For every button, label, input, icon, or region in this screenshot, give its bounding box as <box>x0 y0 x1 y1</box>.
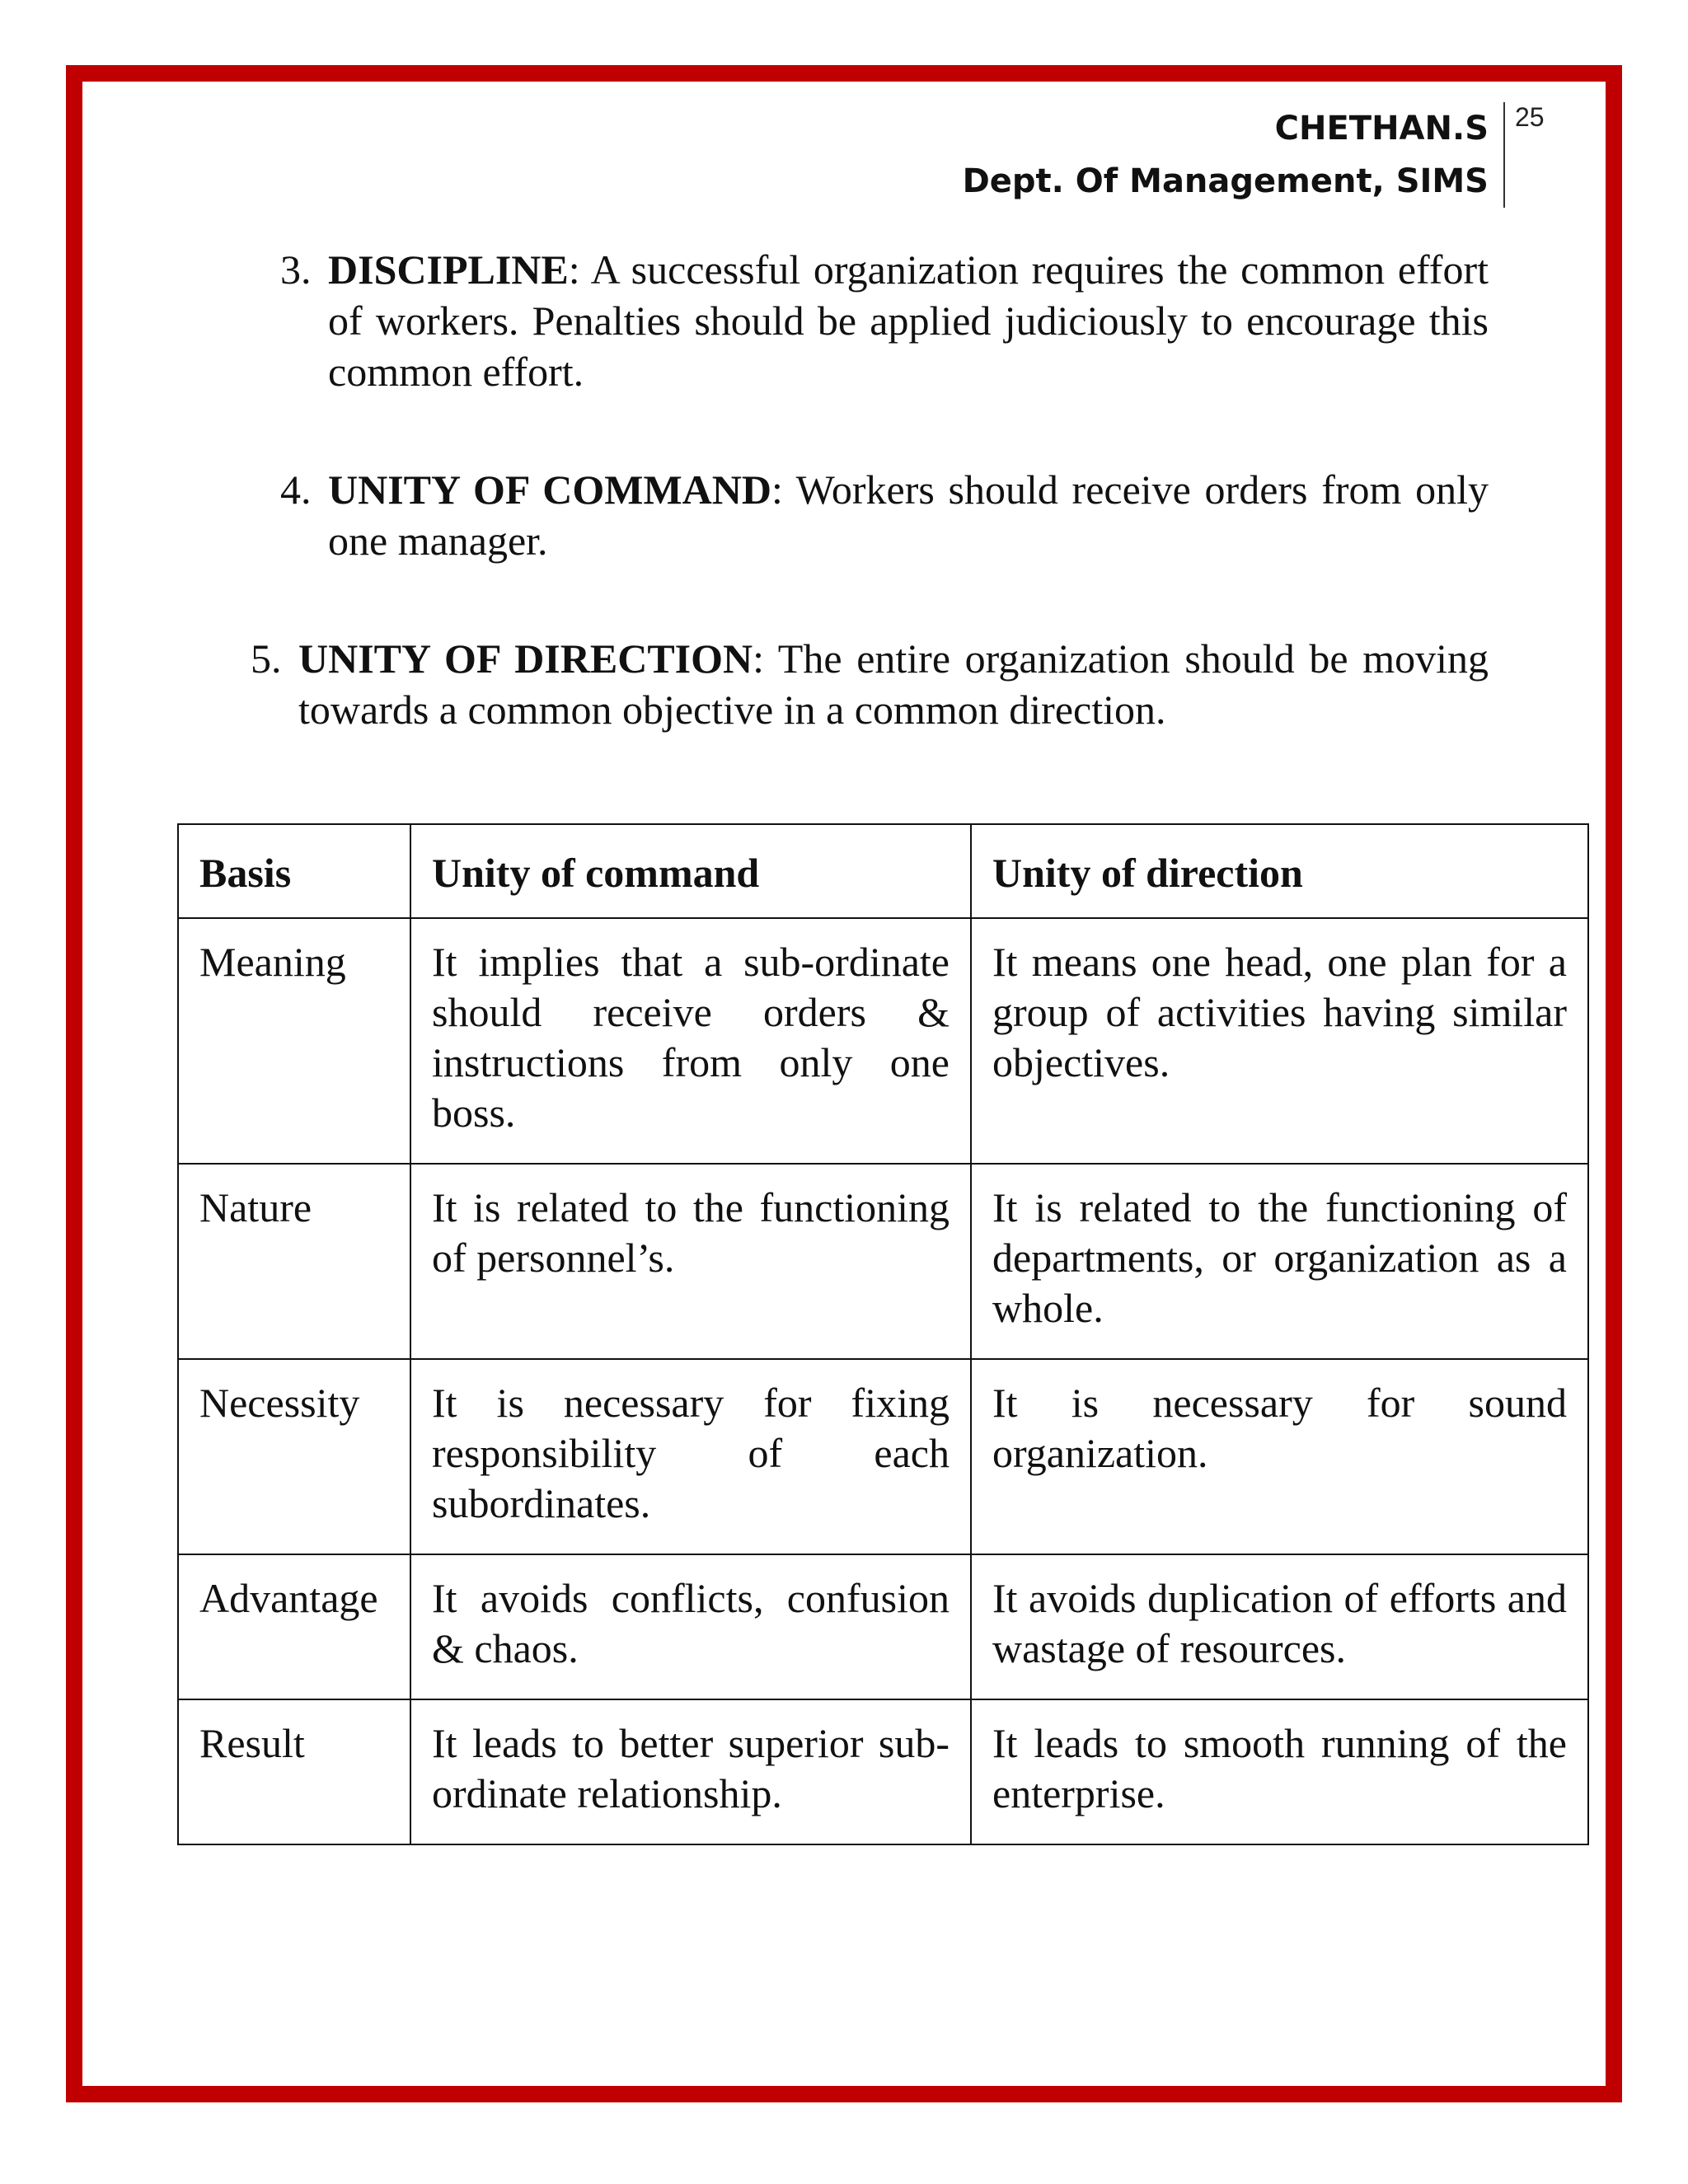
cell-direction: It means one head, one plan for a group of activities having similar objectives. <box>971 918 1588 1164</box>
point-term: UNITY OF COMMAND <box>328 466 771 513</box>
table-header-row <box>178 824 1588 918</box>
cell-direction: It leads to smooth running of the enterprise. <box>971 1699 1588 1844</box>
cell-direction: It avoids duplication of efforts and wastage of resources. <box>971 1554 1588 1699</box>
cell-basis: Result <box>178 1699 410 1844</box>
point-number: 3. <box>280 246 312 293</box>
header-unity-of-direction: Unity of direction <box>971 824 1588 918</box>
cell-command: It implies that a sub-ordinate should receive orders & instructions from only one boss. <box>410 918 971 1164</box>
cell-command: It leads to better superior sub-ordinate relationship. <box>410 1699 971 1844</box>
cell-command: It is necessary for fixing responsibility of each subordinates. <box>410 1359 971 1554</box>
page-number: 25 <box>1515 102 1545 132</box>
cell-basis: Nature <box>178 1164 410 1359</box>
point-term: UNITY OF DIRECTION <box>298 635 753 682</box>
author-name: CHETHAN.S <box>1274 110 1489 148</box>
cell-command: It is related to the functioning of personnel’s. <box>410 1164 971 1359</box>
table-row <box>178 1554 1588 1699</box>
point-number: 5. <box>251 635 282 682</box>
department-name: Dept. Of Management, SIMS <box>962 162 1489 200</box>
cell-command: It avoids conflicts, confusion & chaos. <box>410 1554 971 1699</box>
cell-direction: It is necessary for sound organization. <box>971 1359 1588 1554</box>
table-row <box>178 1359 1588 1554</box>
point-text: : A successful organization requires the common effort of workers. Penalties should be applied judiciously to encourage this common effort. <box>328 246 1489 395</box>
cell-direction: It is related to the functioning of departments, or organization as a whole. <box>971 1164 1588 1359</box>
point-number: 4. <box>280 466 312 513</box>
cell-basis: Advantage <box>178 1554 410 1699</box>
cell-basis: Meaning <box>178 918 410 1164</box>
point-unity-of-command <box>280 464 1489 566</box>
table-row <box>178 1699 1588 1844</box>
page-header <box>963 102 1505 208</box>
header-unity-of-command: Unity of command <box>410 824 971 918</box>
point-discipline <box>280 244 1489 397</box>
point-term: DISCIPLINE <box>328 246 569 293</box>
comparison-table <box>177 823 1589 1845</box>
cell-basis: Necessity <box>178 1359 410 1554</box>
point-text: : The entire organization should be moving towards a common objective in a common direction. <box>298 635 1489 733</box>
point-unity-of-direction <box>251 633 1489 735</box>
comparison-table-wrapper <box>177 823 1589 1845</box>
point-text: : Workers should receive orders from only one manager. <box>328 466 1489 564</box>
table-row <box>178 1164 1588 1359</box>
table-row <box>178 918 1588 1164</box>
header-basis: Basis <box>178 824 410 918</box>
